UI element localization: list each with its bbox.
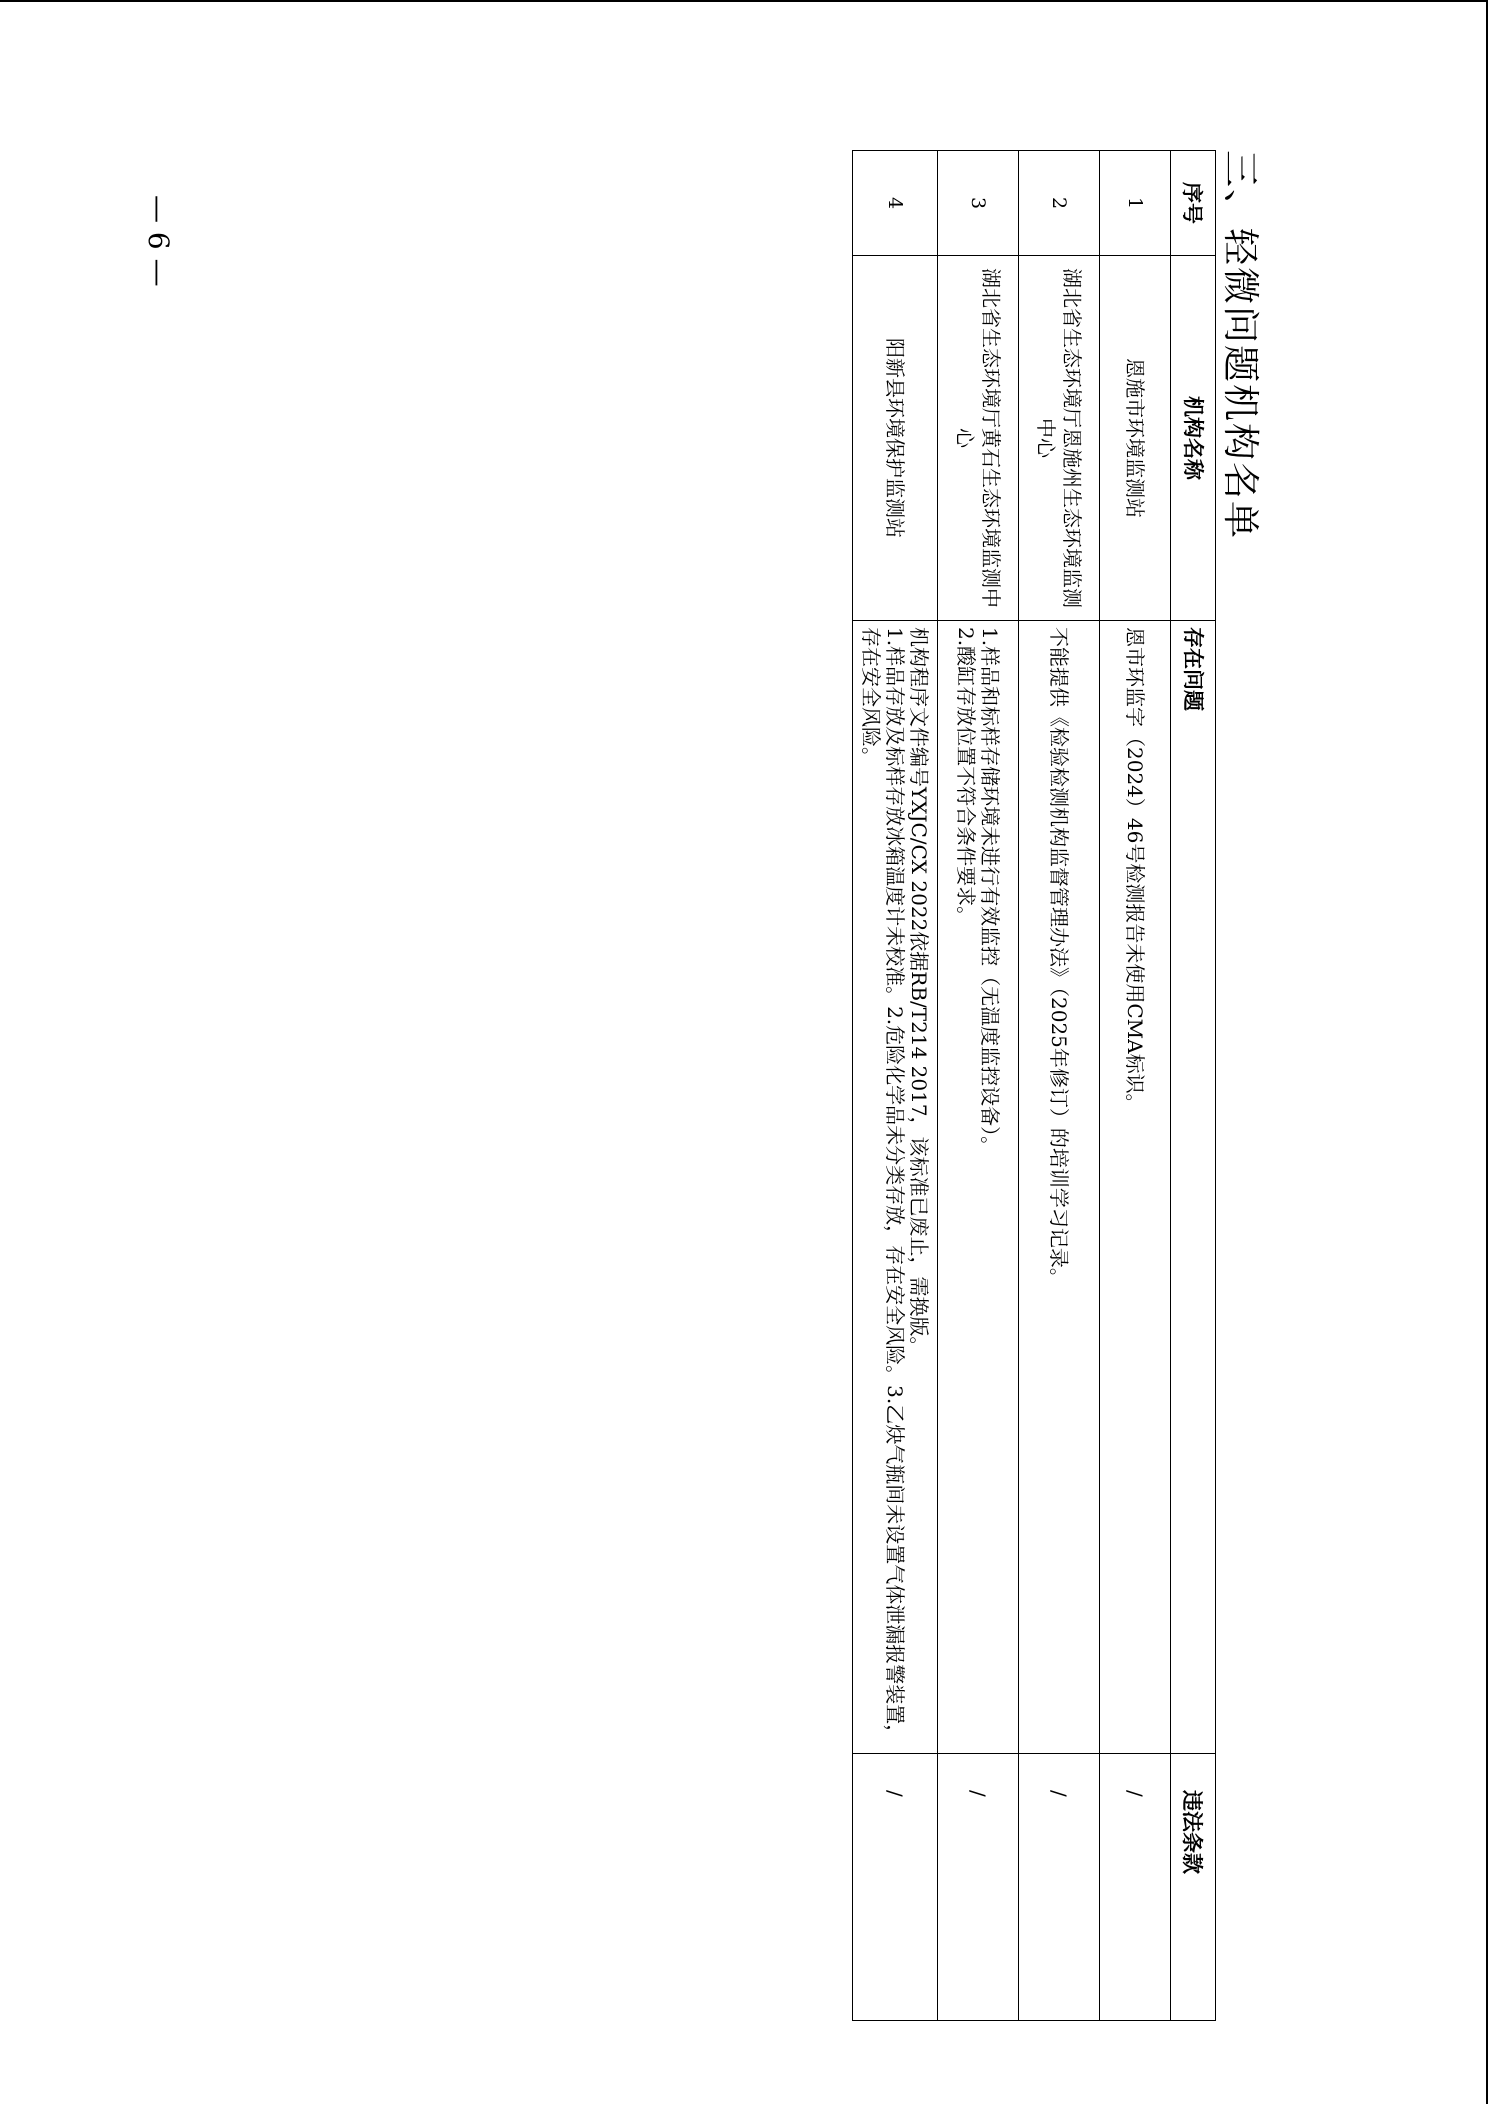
row-law: /	[1019, 1754, 1100, 2021]
header-issue: 存在问题	[1171, 621, 1216, 1754]
row-org: 阳新县环境保护监测站	[853, 256, 938, 621]
row-org: 恩施市环境监测站	[1099, 256, 1170, 621]
page-border-top	[0, 0, 1488, 2]
row-org: 湖北省生态环境厅恩施州生态环境监测中心	[1019, 256, 1100, 621]
table-row	[938, 151, 1019, 2021]
row-seq: 1	[1099, 151, 1170, 256]
row-law: /	[938, 1754, 1019, 2021]
section-title: 三、轻微问题机构名单	[1219, 150, 1262, 540]
row-org: 湖北省生态环境厅黄石生态环境监测中心	[938, 256, 1019, 621]
row-law: /	[1099, 1754, 1170, 2021]
row-law: /	[853, 1754, 938, 2021]
table-row	[853, 151, 938, 2021]
page-number: — 6 —	[142, 195, 175, 287]
header-seq: 序号	[1171, 151, 1216, 256]
row-issue: 不能提供《检验检测机构监督管理办法》（2025年修订）的培训学习记录。	[1019, 621, 1100, 1754]
row-seq: 4	[853, 151, 938, 256]
table-row	[1019, 151, 1100, 2021]
row-seq: 2	[1019, 151, 1100, 256]
issues-table	[852, 150, 1216, 2021]
row-issue: 1.样品和标样存储环境未进行有效监控（无温度监控设备）。 2.酸缸存放位置不符合条件要求。	[938, 621, 1019, 1754]
row-issue: 恩市环监字（2024）46号检测报告未使用CMA标识。	[1099, 621, 1170, 1754]
table-row	[1099, 151, 1170, 2021]
header-law: 违法条款	[1171, 1754, 1216, 2021]
row-seq: 3	[938, 151, 1019, 256]
header-org: 机构名称	[1171, 256, 1216, 621]
table-header-row	[1171, 151, 1216, 2021]
rotated-content	[830, 150, 1270, 1950]
row-issue: 机构程序文件编号YXJC/CX 2022依据RB/T214 2017，该标准已废止，需换版。 1.样品存放及标样存放冰箱温度计未校准。2.危险化学品未分类存放，存在安全风险。3.乙炔气瓶间未设置气体泄漏报警装置，存在安全风险。	[853, 621, 938, 1754]
